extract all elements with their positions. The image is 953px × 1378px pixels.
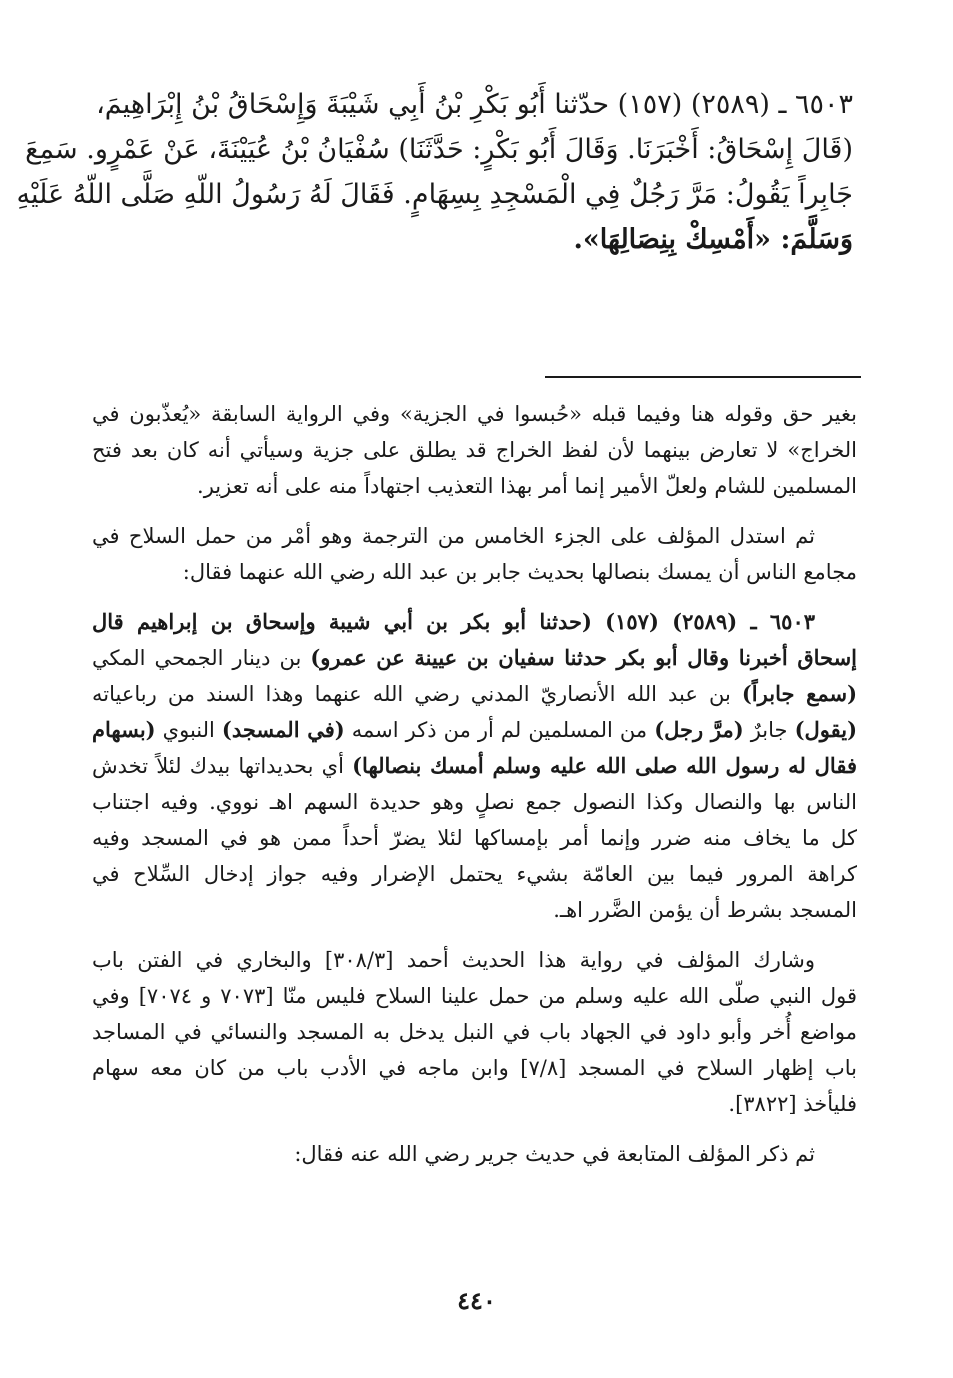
commentary-paragraph (92, 604, 857, 928)
text-line (92, 676, 857, 712)
text-line: قول النبي صلّى الله عليه وسلم من حمل علينا السلاح فليس منّا [٧٠٧٣ و ٧٠٧٤] وفي (92, 984, 857, 1008)
text-line: مجامع الناس أن يمسك بنصالها بحديث جابر بن عبد الله رضي الله عنهما فقال: (182, 560, 857, 584)
commentary-text (92, 396, 857, 1186)
bold-text: (في المسجد) (221, 717, 345, 742)
bold-text: فقال له رسول الله صلى الله عليه وسلم أمسك بنصالها) (352, 753, 857, 778)
commentary-paragraph (92, 396, 857, 504)
page-number: ٤٤٠ (457, 1286, 496, 1315)
text-line: كل ما يخاف منه ضرر وإنما أمر بإمساكها لئلا يضرّ أحداً ممن هو في المسجد وفيه (92, 826, 857, 850)
text-run: بن عبد الله الأنصاريّ المدني رضي الله عنهما وهذا السند من رباعياته (92, 682, 742, 706)
text-run: أي بحديداتها بيدك لئلاً تخدش (92, 754, 353, 778)
text-line: كراهة المرور فيما بين العامّة بشيء يحتمل الإضرار وفيه جواز إدخال السِّلاح في (92, 862, 857, 886)
text-line: فليأخذ [٣٨٢٢]. (728, 1092, 857, 1116)
bold-text: (يقول) (794, 717, 858, 742)
text-line: ٦٥٠٣ ـ (٢٥٨٩) (١٥٧) (حدثنا أبو بكر بن أبي شيبة وإسحاق بن إبراهيم قال (92, 609, 816, 634)
bold-text: إسحاق أخبرنا وقال أبو بكر حدثنا سفيان بن عيينة عن عمرو) (310, 645, 857, 670)
bold-text: (مرَّ رجل) (654, 717, 744, 742)
commentary-paragraph (92, 942, 857, 1122)
text-line: مواضع أُخر وأبو داود في الجهاد باب في النبل يدخل به المسجد والنسائي في المساجد (92, 1020, 857, 1044)
text-line (92, 640, 857, 676)
bold-text: (سمع جابراً) (741, 681, 858, 706)
text-line: المسجد بشرط أن يؤمن الضَّرر اهـ. (553, 898, 857, 922)
bold-text: (بسهام (92, 717, 156, 742)
hadith-text (16, 82, 853, 262)
text-line: الناس بها والنصال وكذا النصول جمع نصلٍ وهو حديدة السهم اهـ نووي. وفيه اجتناب (92, 790, 857, 814)
commentary-paragraph (92, 518, 857, 590)
text-run: بن دينار الجمحي المكي (92, 646, 311, 670)
text-run: النبوي (155, 718, 222, 742)
text-line: وشارك المؤلف في رواية هذا الحديث أحمد [٣٠٨/٣] والبخاري في الفتن باب (92, 948, 815, 972)
hadith-line: وَسَلَّمَ: «أَمْسِكْ بِنِصَالِهَا». (573, 224, 853, 255)
text-line: باب إظهار السلاح في المسجد [٧/٨] وابن ماجه في الأدب باب من كان معه سهام (92, 1056, 857, 1080)
text-line: ثم ذكر المؤلف المتابعة في حديث جرير رضي الله عنه فقال: (294, 1142, 815, 1166)
text-line: بغير حق وقوله هنا وفيما قبله «حُبسوا في الجزية» وفي الرواية السابقة «يُعذّبون في (92, 402, 857, 426)
footnote-divider (545, 376, 861, 378)
text-line (92, 748, 857, 784)
commentary-paragraph (92, 1136, 857, 1172)
hadith-line: ٦٥٠٣ ـ (٢٥٨٩) (١٥٧) حدّثنا أَبُو بَكْرِ بْنُ أَبِي شَيْبَةَ وَإِسْحَاقُ بْنُ إِبْرَاهِيمَ، (96, 89, 853, 120)
text-line: الخراج» لا تعارض بينهما لأن لفظ الخراج قد يطلق على جزية وسيأتي أنه كان بعد فتح (92, 438, 857, 462)
text-line: المسلمين للشام ولعلّ الأمير إنما أمر بهذا التعذيب اجتهاداً منه على أنه تعزير. (197, 474, 857, 498)
text-run: جابرٌ (743, 718, 795, 742)
hadith-line: (قَالَ إِسْحَاقُ: أَخْبَرَنَا. وَقَالَ أَبُو بَكْرٍ: حَدَّثَنَا) سُفْيَانُ بْنُ عُيَيْنَةَ، عَنْ عَمْرٍو. سَمِعَ (25, 134, 853, 165)
hadith-line: جَابِراً يَقُولُ: مَرَّ رَجُلٌ فِي الْمَسْجِدِ بِسِهَامٍ. فَقَالَ لَهُ رَسُولُ اللّهِ صَلَّى اللّهُ عَلَيْهِ (16, 179, 853, 210)
text-line: ثم استدل المؤلف على الجزء الخامس من الترجمة وهو أمْر من حمل السلاح في (92, 524, 815, 548)
text-line (92, 712, 857, 748)
text-run: من المسلمين لم أر من ذكر اسمه (344, 718, 655, 742)
